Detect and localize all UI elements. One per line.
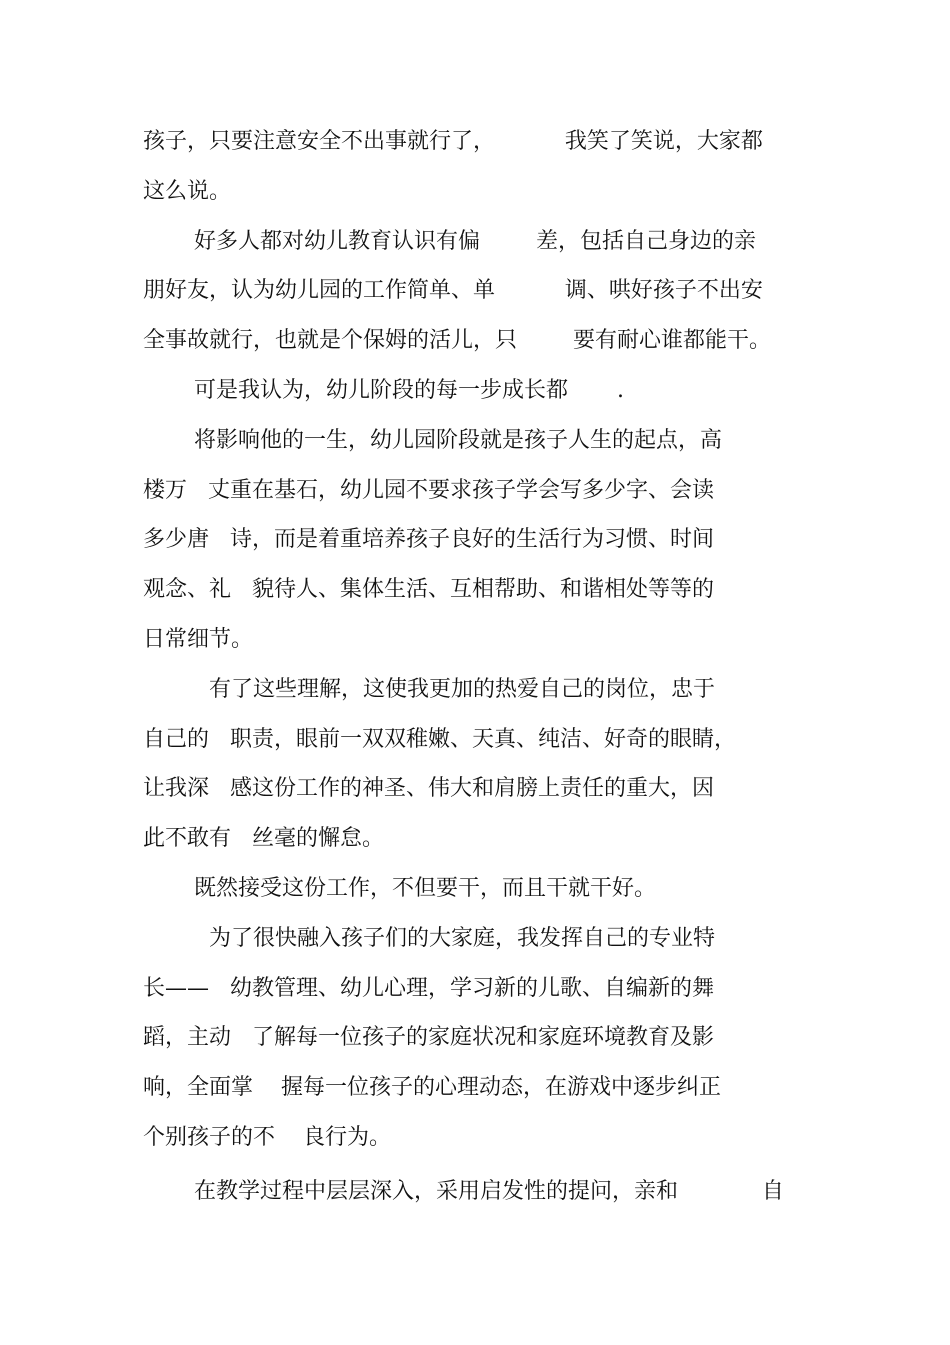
text-line: 自己的 职责，眼前一双双稚嫩、天真、纯洁、好奇的眼睛，: [143, 727, 736, 752]
text-line: 观念、礼 貌待人、集体生活、互相帮助、和谐相处等等的: [143, 577, 714, 602]
text-line: 多少唐 诗，而是着重培养孩子良好的生活行为习惯、时间: [143, 527, 714, 552]
text-line: 楼万 丈重在基石，幼儿园不要求孩子学会写多少字、会读: [143, 478, 714, 503]
text-line: 蹈，主动 了解每一位孩子的家庭状况和家庭环境教育及影: [143, 1025, 714, 1050]
text-line: 日常细节。: [143, 627, 254, 652]
text-line: 响，全面掌 握每一位孩子的心理动态，在游戏中逐步纠正: [143, 1075, 721, 1100]
text-line: 将影响他的一生，幼儿园阶段就是孩子人生的起点，高: [194, 428, 723, 453]
text-line: 长—— 幼教管理、幼儿心理，学习新的儿歌、自编新的舞: [143, 976, 714, 1001]
text-line: 全事故就行，也就是个保姆的活儿，只 要有耐心谁都能干。: [143, 328, 771, 353]
text-line: 此不敢有 丝毫的懈怠。: [143, 826, 384, 851]
text-line: 朋好友，认为幼儿园的工作简单、单 调、哄好孩子不出安: [143, 278, 763, 303]
text-line: 个别孩子的不 良行为。: [143, 1125, 391, 1150]
text-line: 既然接受这份工作，不但要干，而且干就干好。: [194, 876, 657, 901]
text-line: 这么说。: [143, 179, 232, 204]
text-line: 有了这些理解，这使我更加的热爱自己的岗位，忠于: [209, 677, 716, 702]
text-line: 让我深 感这份工作的神圣、伟大和肩膀上责任的重大，因: [143, 776, 714, 801]
text-line: 好多人都对幼儿教育认识有偏 差，包括自己身边的亲: [194, 229, 756, 254]
text-line: 孩子，只要注意安全不出事就行了， 我笑了笑说，大家都: [143, 129, 763, 154]
text-line: 在教学过程中层层深入，采用启发性的提问，亲和 自: [194, 1179, 784, 1204]
text-line: 可是我认为，幼儿阶段的每一步成长都 .: [194, 378, 624, 403]
text-line: 为了很快融入孩子们的大家庭，我发挥自己的专业特: [209, 926, 716, 951]
